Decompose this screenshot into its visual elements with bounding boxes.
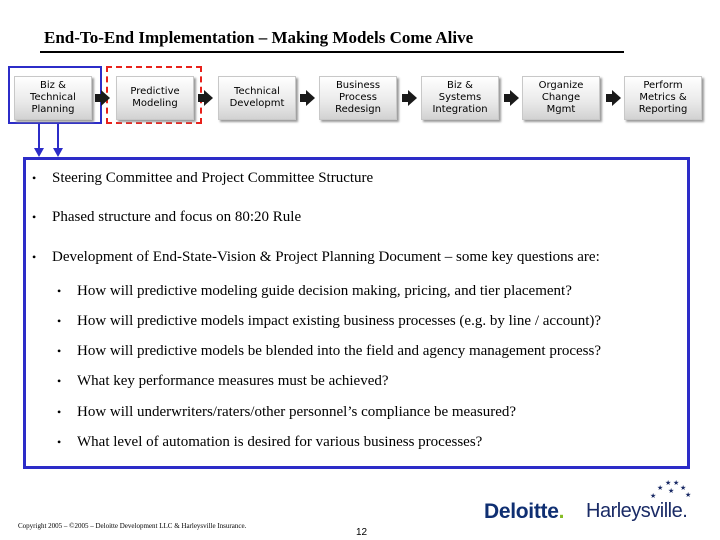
step-organize-change-mgmt: Organize Change Mgmt <box>522 76 600 120</box>
sub-bullet-item: • How will predictive models impact existing business processes (e.g. by line / account)? <box>57 313 602 329</box>
process-flow <box>0 66 720 138</box>
step-business-process-redesign: Business Process Redesign <box>319 76 397 120</box>
connector-line <box>57 124 59 150</box>
arrow-icon <box>612 90 621 106</box>
arrow-icon <box>101 90 110 106</box>
connector-line <box>38 124 40 150</box>
svg-text:★: ★ <box>657 484 664 492</box>
title-underline <box>40 51 624 53</box>
svg-text:★: ★ <box>673 479 680 487</box>
sub-bullet-item: • How will predictive models be blended into the field and agency management process? <box>57 343 601 359</box>
arrow-icon <box>306 90 315 106</box>
svg-text:★: ★ <box>665 479 672 487</box>
step-predictive-modeling: Predictive Modeling <box>116 76 194 120</box>
copyright-notice: Copyright 2005 – ©2005 – Deloitte Development LLC & Harleysville Insurance. <box>18 522 247 530</box>
svg-text:★: ★ <box>680 484 687 492</box>
sub-bullet-item: • What key performance measures must be achieved? <box>57 373 389 389</box>
slide-title: End-To-End Implementation – Making Models Come Alive <box>44 28 474 47</box>
step-biz-systems-integration: Biz & Systems Integration <box>421 76 499 120</box>
harleysville-stars-icon <box>648 478 692 502</box>
arrow-icon <box>408 90 417 106</box>
connector-arrow-icon <box>53 148 63 157</box>
svg-text:★: ★ <box>650 492 657 500</box>
arrow-icon <box>204 90 213 106</box>
arrow-icon <box>510 90 519 106</box>
connector-arrow-icon <box>34 148 44 157</box>
step-biz-technical-planning: Biz & Technical Planning <box>14 76 92 120</box>
svg-text:★: ★ <box>668 487 675 495</box>
bullet-item: • Development of End-State-Vision & Project Planning Document – some key questions are: <box>32 249 600 265</box>
svg-text:★: ★ <box>685 491 692 499</box>
harleysville-logo: Harleysville. <box>586 500 688 522</box>
bullet-item: • Phased structure and focus on 80:20 Rule <box>32 209 302 225</box>
sub-bullet-item: • How will predictive modeling guide decision making, pricing, and tier placement? <box>57 283 572 299</box>
sub-bullet-item: • What level of automation is desired for various business processes? <box>57 434 483 450</box>
step-perform-metrics-reporting: Perform Metrics & Reporting <box>624 76 702 120</box>
deloitte-logo: Deloitte. <box>484 500 565 523</box>
sub-bullet-item: • How will underwriters/raters/other personnel’s compliance be measured? <box>57 404 517 420</box>
step-technical-development: Technical Developmt <box>218 76 296 120</box>
bullet-item: • Steering Committee and Project Committee Structure <box>32 170 374 186</box>
page-number: 12 <box>356 527 368 538</box>
